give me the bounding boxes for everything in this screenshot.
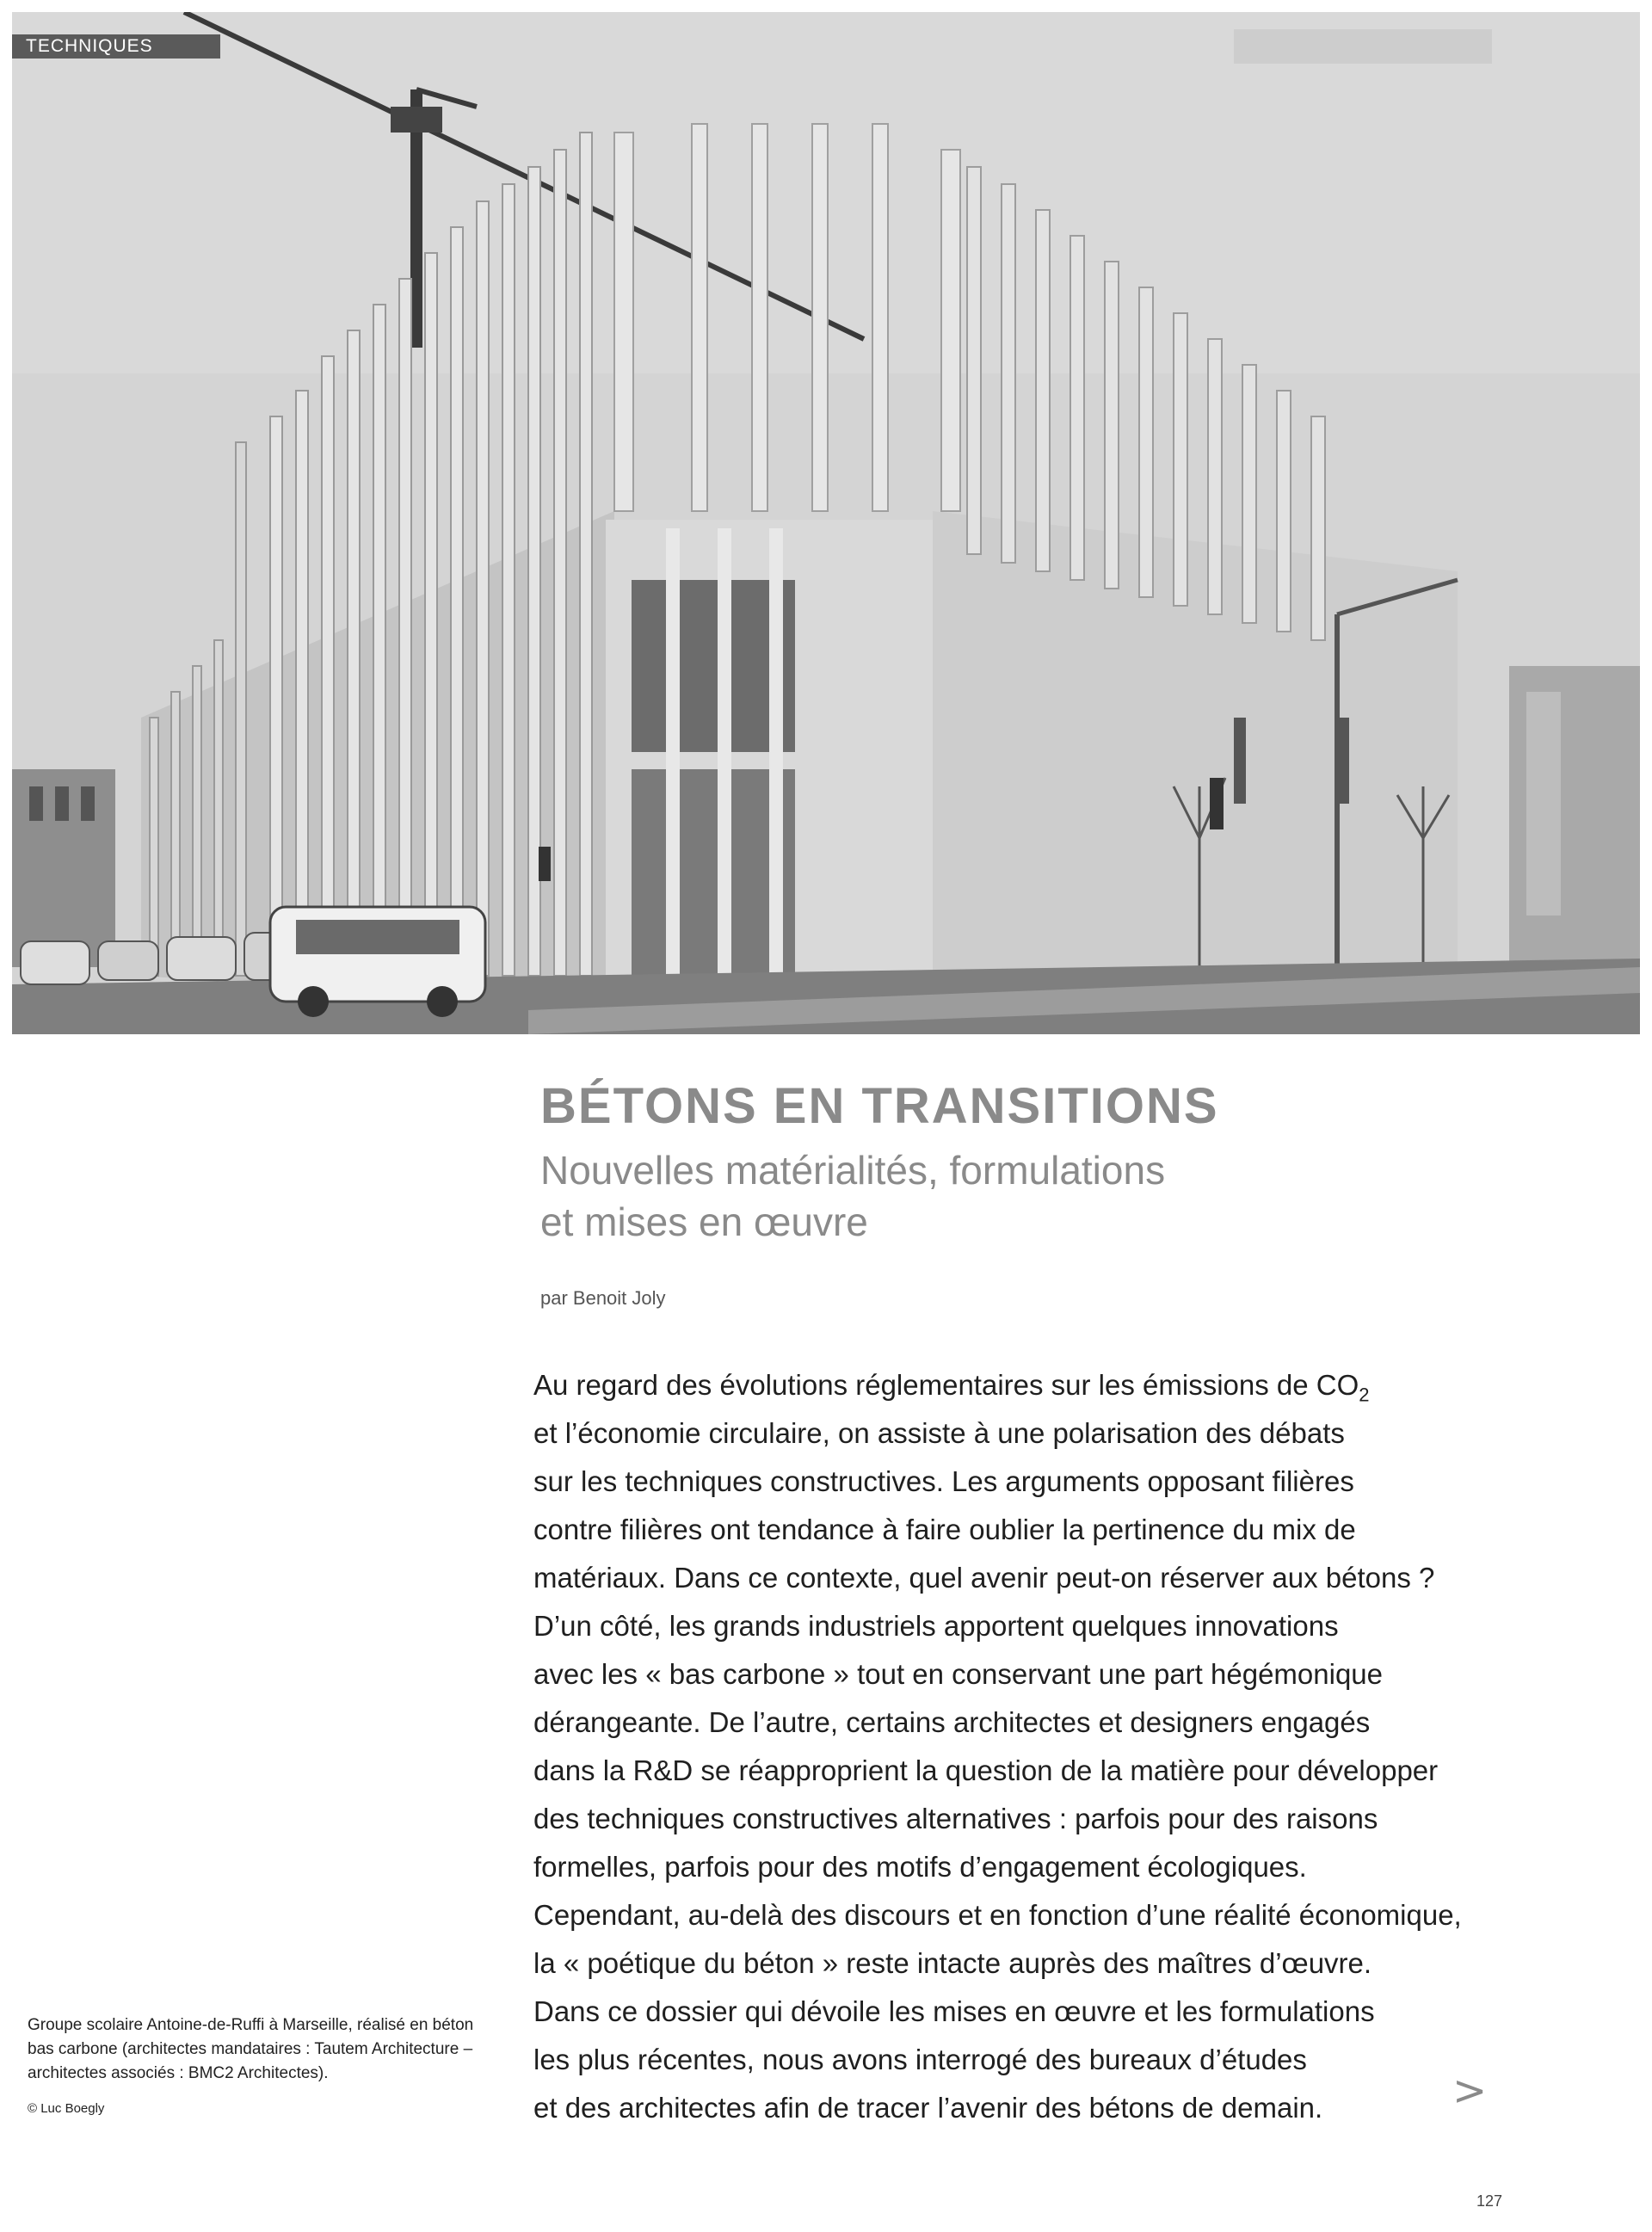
photo-caption: Groupe scolaire Antoine-de-Ruffi à Marseille, réalisé en béton bas carbone (architectes mandataires : Tautem Architecture – architectes associés : BMC2 Architectes). [28,2016,474,2082]
lead-line: dans la R&D se réapproprient la question de la matière pour développer [533,1754,1439,1786]
lead-line: dérangeante. De l’autre, certains architectes et designers engagés [533,1706,1371,1738]
lead-line: Dans ce dossier qui dévoile les mises en œuvre et les formulations [533,1995,1375,2027]
lead-line: Cependant, au-delà des discours et en fonction d’une réalité économique, [533,1899,1462,1931]
lead-line: et l’économie circulaire, on assiste à une polarisation des débats [533,1417,1345,1449]
lead-line: les plus récentes, nous avons interrogé des bureaux d’études [533,2044,1307,2075]
next-page-arrow-icon: > [1452,2067,1488,2115]
lead-line: contre filières ont tendance à faire oublier la pertinence du mix de [533,1514,1356,1545]
section-tag-label: TECHNIQUES [26,36,153,56]
lead-line: avec les « bas carbone » tout en conservant une part hégémonique [533,1658,1384,1690]
section-tag [12,34,220,59]
photo-credit: © Luc Boegly [28,2101,105,2116]
hero-photo [12,12,1640,1034]
article-title: BÉTONS EN TRANSITIONS [540,1078,1219,1134]
lead-line: et des architectes afin de tracer l’avenir des bétons de demain. [533,2092,1323,2124]
building-illustration [12,12,1640,1034]
co2-subscript: 2 [1359,1384,1370,1406]
lead-paragraph [533,1361,1506,2132]
page-number: 127 [1476,2192,1503,2210]
lead-line: formelles, parfois pour des motifs d’engagement écologiques. [533,1851,1307,1883]
lead-line: sur les techniques constructives. Les arguments opposant filières [533,1465,1354,1497]
lead-line: la « poétique du béton » reste intacte auprès des maîtres d’œuvre. [533,1947,1372,1979]
lead-line: D’un côté, les grands industriels apportent quelques innovations [533,1610,1339,1642]
lead-line: matériaux. Dans ce contexte, quel avenir peut-on réserver aux bétons ? [533,1562,1435,1594]
article-subtitle [540,1144,1315,1248]
subtitle-line-1: Nouvelles matérialités, formulations [540,1148,1166,1193]
building-right-facade [933,511,1458,1019]
subtitle-line-2: et mises en œuvre [540,1199,868,1244]
lead-line: Au regard des évolutions réglementaires sur les émissions de $CO_2$ [533,1369,1370,1406]
byline: par Benoit Joly [540,1287,666,1309]
lead-line: des techniques constructives alternatives : parfois pour des raisons [533,1803,1378,1834]
